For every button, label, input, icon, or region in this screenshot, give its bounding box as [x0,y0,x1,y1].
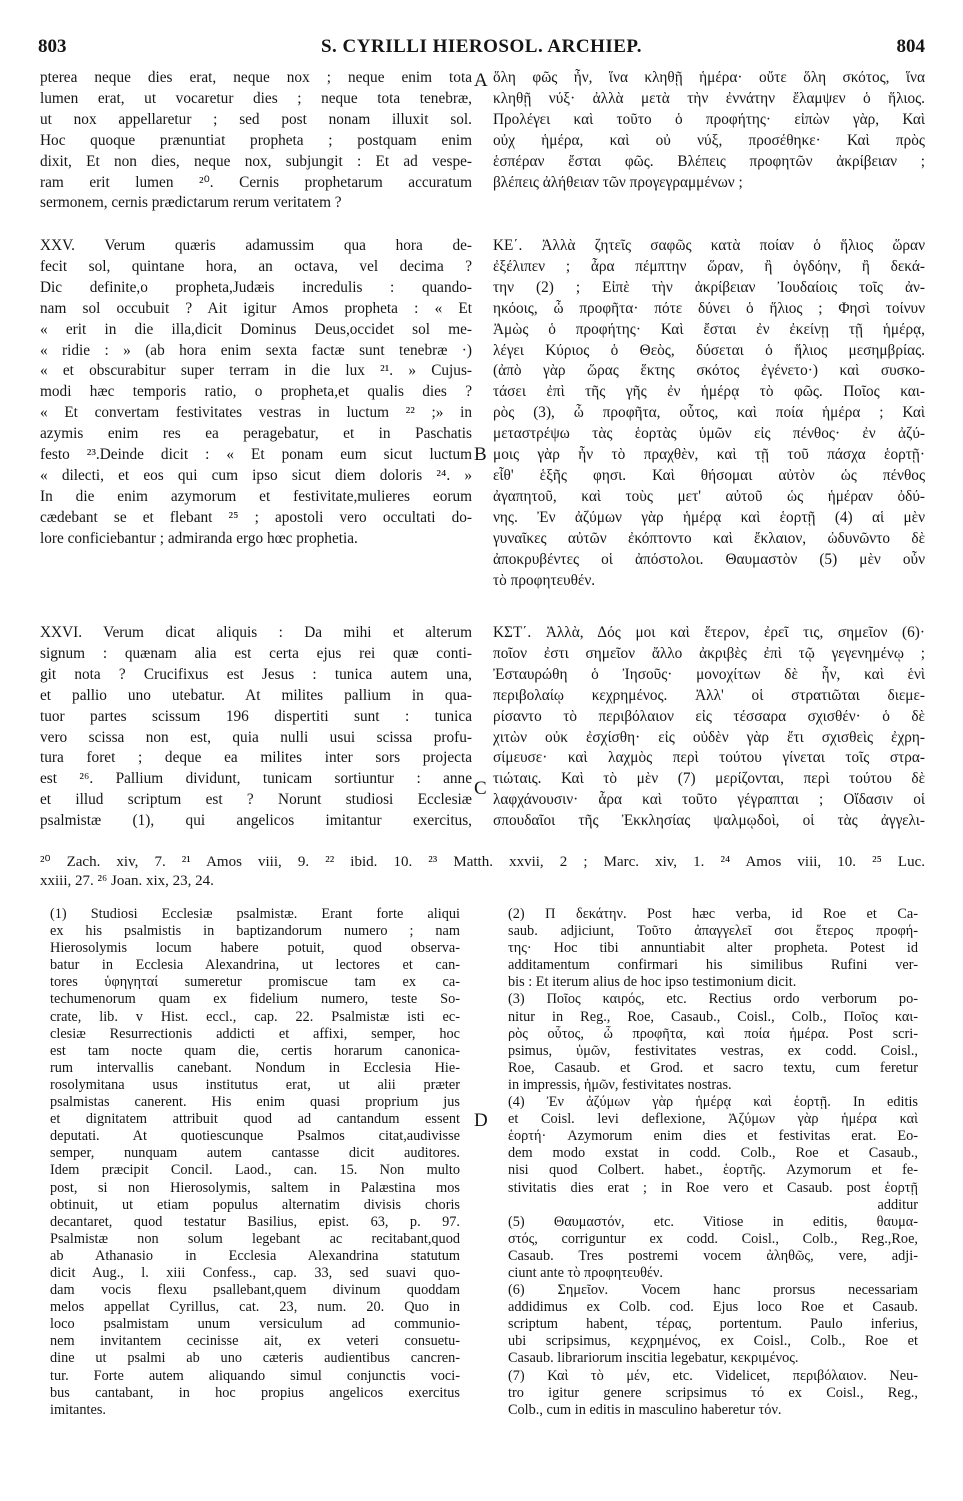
text-line: fecit sol, quintane hora, an octava, vel decima ? [40,257,472,275]
text-line: ἐξέλιπεν ; ἆρα πέμπτην ὥραν, ἢ ὀγδόην, ἢ δεκά- [493,257,925,275]
note-line: dicit Aug., l. xiii Confess., cap. 33, sed suavi quo- [50,1264,460,1281]
text-line: Ἐσταυρώθη ὁ Ἰησοῦς· μονοχίτων δὲ ἦν, καὶ ἑνὶ [493,665,925,683]
scripture-references [40,853,925,891]
text-line: ἑσπέραν ἔσται φῶς. Βλέπεις προφητῶν ἀκρίβειαν ; [493,152,925,170]
note-line: Casaub. librariorum inscitia legebatur, κεκριμένος. [508,1350,799,1367]
latin-paragraph-1 [40,68,472,214]
note-line: Idem præcipit Concil. Laod., can. 15. Non multo [50,1162,460,1179]
note-line: est tam nocte quam die, certis horarum canonica- [50,1042,460,1059]
note-line: batur in Ecclesia Alexandrina, ut lectores et can- [50,957,460,974]
text-line: et illud scriptum est ? Norunt studiosi Ecclesiæ [40,791,472,809]
text-line: « dilecti, et eos qui cum ipso sicut diem doloris ²⁴. » [40,466,472,484]
reference-line: ²⁰ Zach. xiv, 7. ²¹ Amos viii, 9. ²² ibid. 10. ²³ Matth. xxvii, 2 ; Marc. xiv, 1. ²⁴ Amos viii, 10. ²⁵ Luc. [40,854,925,870]
text-line: ρὸς (3), ὦ προφῆτα, οὗτος, καὶ ποία ἡμέρα ; Καὶ [493,404,925,422]
note-line: (6) Σημεῖον. Vocem hanc prorsus necessariam [508,1282,918,1299]
note-line: clesiæ Resurrectionis addicti et affixi, semper, hoc [50,1025,460,1042]
note-line: dem modo exstat in codd. Colb., Roe et Casaub., [508,1145,918,1162]
note-line: obtinuit, ut etiam populus alternatim divisis choris [50,1196,460,1213]
note-line: scriptum habent, τέρας, portentum. Paulo inferius, [508,1316,918,1333]
note-line: tro igitur genere scripsimus τό ex Coisl., Reg., [508,1384,918,1401]
note-line: (1) Studiosi Ecclesiæ psalmistæ. Erant forte aliqui [50,906,460,922]
page-number-left: 803 [38,36,67,57]
note-line: nem invitantem cecinisse ait, ex veteri consuetu- [50,1333,460,1350]
note-line: saub. adjiciunt, Τοῦτο ἀπαγγελεῖ σοι ἕτερος προφή- [508,923,918,940]
text-line: Προλέγει καὶ τοῦτο ὁ προφήτης· εἰπὼν γὰρ, Καὶ [493,110,925,128]
text-line: « erit in die illa,dicit Dominus Deus,occidet sol me- [40,320,472,338]
text-line: οὐχ ἡμέρα, καὶ οὐ νύξ, προσέθηκε· Καὶ πρὸς [493,131,925,149]
text-line: lumen erat, ut vocaretur dies ; neque tota tenebræ, [40,89,472,107]
note-line: Casaub. Tres postremi vocem ἀληθῶς, vere, adji- [508,1247,918,1264]
note-line: bus cantabant, in hoc propius angelicos exercitus [50,1384,460,1401]
note-line: loco psalmistam unum versiculum ad communio- [50,1316,460,1333]
note-line: dam vocis flexu psallebant,quem divinum quoddam [50,1282,460,1299]
note-line: tur. Forte autem aliquando simul conjunctis voci- [50,1367,460,1384]
note-line: ἑορτή· Azymorum enim dies et festivitas erat. Eo- [508,1128,918,1145]
note-line: στός, corriguntur ex codd. Coisl., Colb., Reg.,Roe, [508,1230,918,1247]
text-line: « ridie : » (ab hora enim sexta factæ sunt tenebræ ·) [40,341,472,359]
text-line: (ἀπὸ γὰρ ὥρας ἕκτης σκότος ἐγένετο·) καὶ συσκο- [493,362,925,380]
note-line: ρὸς οὗτος, ὦ προφῆτα, καὶ ποία ἡμέρα. Post scri- [508,1025,918,1042]
note-line: Psalmistæ non solum legebant ac recitabant,quod [50,1230,460,1247]
text-line: vero scissa non est, quia nulli usui scissa profu- [40,728,472,746]
text-line: lore conficiebantur ; admiranda ergo hœc prophetia. [40,529,358,547]
note-line: melos appellat Cyrillus, cat. 23, num. 20. Quo in [50,1299,460,1316]
text-line: λέγει Κύριος ὁ Θεὸς, δύσεται ὁ ἥλιος μεσημβρίας. [493,341,925,359]
text-line: ὅλη φῶς ἦν, ἵνα κληθῇ ἡμέρα· οὔτε ὅλη σκότος, ἵνα [493,69,925,86]
note-line: techumenorum quam ex fidelium numero, teste So- [50,991,460,1008]
text-line: νης. Ἐν ἀζύμων γὰρ ἡμέρᾳ καὶ ἑορτῇ (4) αἱ μὲν [493,508,925,526]
text-line: cædebant se et flebant ²⁵ ; apostoli vero occultati do- [40,508,472,526]
note-line: stivitatis dies erat ; in Roe vero et Casaub. post ἑορτῇ [508,1179,918,1196]
text-line: σπουδαῖοι τῆς Ἐκκλησίας ψαλμῳδοὶ, οἱ τὰς ἀγγελι- [493,812,925,830]
text-line: signum : quænam alia est certa ejus rei quæ conti- [40,644,472,662]
latin-paragraph-2 [40,236,472,550]
running-title: S. CYRILLI HIEROSOL. ARCHIEP. [320,36,643,57]
text-line: In die enim azymorum et festivitate,mulieres eorum [40,487,472,505]
note-line: addidimus ex Colb. cod. Ejus loco Roe et Casaub. [508,1299,918,1316]
text-line: psalmistæ (1), qui angelicos imitantur exercitus, [40,812,472,830]
text-line: tuor partes scissum 196 dispertiti sunt : tunica [40,707,472,725]
note-line: (4) Ἐν ἀζύμων γὰρ ἡμέρᾳ καὶ ἑορτῇ. In editis [508,1094,918,1111]
greek-paragraph-3 [493,623,925,832]
text-line: « Et convertam festivitates vestras in luctum ²² ;» in [40,404,472,422]
text-line: σίμευσε· καὶ λαχμὸς περὶ τούτου γίνεται τοῖς στρα- [493,749,925,767]
text-line: ἀγαπητοῦ, καὶ τοὺς μετ' αὐτοῦ ὡς ἡμέραν ὀδύ- [493,487,925,505]
note-line: dine ut psalmi ab uno cæteris audientibus cancren- [50,1350,460,1367]
note-line: (7) Καὶ τὸ μέν, etc. Videlicet, περιβόλαιον. Neu- [508,1367,918,1384]
latin-paragraph-3 [40,623,472,832]
text-line: et pallio uno utebatur. At milites pallium in qua- [40,686,472,704]
text-line: μοις γὰρ ἦν τὸ πραχθὲν, καὶ τῇ τοῦ πάσχα ἑορτῇ· [493,446,925,464]
note-line: Roe, Casaub. et Grod. et sacro textu, cum feretur [508,1059,918,1076]
text-line: ut nox appellaretur ; sed post nonam illuxit sol. [40,110,472,128]
text-line: ποῖον ἐστι σημεῖον ἄλλο ἀκριβὲς ἐπὶ τῷ γεγενημένῳ ; [493,644,925,662]
note-line: (5) Θαυμαστόν, etc. Vitiose in editis, θαυμα- [508,1213,918,1230]
note-line: in impressis, ἡμῶν, festivitates nostras. [508,1076,732,1093]
text-line: festo ²³.Deinde dicit : « Et ponam eum sicut luctum [40,446,472,464]
note-line: imitantes. [50,1401,106,1418]
text-line: azymis enim res ea peragebatur, et in Paschatis [40,425,472,443]
text-line: ηκόοις, ὦ προφῆτα· πότε δύνει ὁ ἥλιος ; Φησὶ τοίνυν [493,299,925,317]
text-line: την (2) ; Εἰπὲ τὴν ἀκρίβειαν Ἰουδαίοις τοῖς ἀν- [493,278,925,296]
note-line: additur [877,1196,918,1213]
note-line: additamentum confirmari his similibus Rufini ver- [508,957,918,974]
margin-letter-d: D [474,1110,488,1131]
note-line: (3) Ποῖος καιρός, etc. Rectius ordo verborum po- [508,991,918,1008]
text-line: XXVI. Verum dicat aliquis : Da mihi et alterum [40,624,472,641]
note-line: decantaret, quod testatur Basilius, epist. 63, p. 97. [50,1213,460,1230]
note-line: psalmistas canerent. His enim quasi proprium jus [50,1094,460,1111]
note-line: rosolymitana usus institutus erat, ut alii præter [50,1076,460,1093]
note-line: Colb., cum in editis in masculino haberetur τόν. [508,1401,782,1418]
text-line: git nota ? Crucifixus est Jesus : tunica autem una, [40,665,472,683]
note-line: psimus, ὑμῶν, festivitates vestras, ex codd. Coisl., [508,1042,918,1059]
note-line: et Coisl. levi deflexione, Ἀζύμων γὰρ ἡμέρα καὶ [508,1111,918,1128]
text-line: ΚΣΤ΄. Ἀλλὰ, Δός μοι καὶ ἕτερον, ἐρεῖ τις, σημεῖον (6)· [493,624,925,641]
text-line: βλέπεις ἀλήθειαν τῶν προγεγραμμένων ; [493,173,743,191]
note-line: bis : Et iterum alius de hoc ipso testimonium dicit. [508,974,797,991]
note-line: nitur in Reg., Roe, Casaub., Coisl., Colb., Ποῖος και- [508,1008,918,1025]
text-line: Hoc quoque prænuntiat propheta ; postquam enim [40,131,472,149]
greek-paragraph-1 [493,68,925,193]
note-line: rum intervallis canebant. Nondum in Ecclesia Hie- [50,1059,460,1076]
text-line: τιώταις. Καὶ τὸ μὲν (7) μερίζονται, περὶ τούτου δὲ [493,770,925,788]
note-line: ubi scripsimus, κεχρημένος, ex Coisl., Colb., Roe et [508,1333,918,1350]
text-line: Dic definite,o propheta,Judæis incredulis : quando- [40,278,472,296]
notes-right-column [508,906,918,1419]
note-line: et dignitatem attribuit quod ad cantandum essent [50,1111,460,1128]
text-line: μεταστρέψω τὰς ἑορτὰς ὑμῶν εἰς πένθος· ἐν ἀζύ- [493,425,925,443]
note-line: deputati. At quotiescunque Psalmos citat,audivisse [50,1128,460,1145]
greek-paragraph-2 [493,236,925,591]
text-line: est ²⁶. Pallium dividunt, tunicam sortiuntur : anne [40,770,472,788]
reference-line: xxiii, 27. ²⁶ Joan. xix, 23, 24. [40,873,214,889]
text-line: dixit, Et non dies, neque nox, subjungit : Et ad vespe- [40,152,472,170]
text-line: ρίσαντο τὸ περιβόλαιον εἰς τέσσαρα σχισθέν· ὁ δὲ [493,707,925,725]
note-line: post, si non Hierosolymis, saltem in Palæstina mos [50,1179,460,1196]
text-line: περιβολαίῳ κεχρημένος. Ἀλλ' οἱ στρατιῶται διεμε- [493,686,925,704]
text-line: τὸ προφητευθέν. [493,571,596,589]
page-header [38,36,925,66]
note-line: nisi quod Colbert. habet., ἑορτῆς. Azymorum et fe- [508,1162,918,1179]
text-line: τάσει ἐπὶ τῆς γῆς ἐν ἡμέρᾳ τὸ φῶς. Ποῖος και- [493,383,925,401]
note-line: ab Athanasio in Ecclesia Alexandrina statutum [50,1247,460,1264]
note-line: (2) Π δεκάτην. Post hæc verba, id Roe et Ca- [508,906,918,922]
text-line: κληθῇ νύξ· ἀλλὰ μετὰ τὴν ἐννάτην ἔλαμψεν ὁ ἥλιος. [493,89,925,107]
text-line: Ἀμὼς ὁ προφήτης· Καὶ ἔσται ἐν ἐκείνῃ τῇ ἡμέρᾳ, [493,320,925,338]
note-line: Hierosolymis locum habere potuit, quod observa- [50,940,460,957]
text-line: λαφχάνουσιν· ἆρα καὶ τοῦτο γέγραπται ; Οἴδασιν οἱ [493,791,925,809]
page-number-right: 804 [896,36,925,57]
margin-letter-c: C [474,778,487,799]
text-line: modi hæc temporis ratio, o propheta,et qualis dies ? [40,383,472,401]
note-line: της· Hoc tibi annuntiabit alter propheta. Potest id [508,940,918,957]
text-line: ΚΕ΄. Ἀλλὰ ζητεῖς σαφῶς κατὰ ποίαν ὁ ἥλιος ὥραν [493,237,925,254]
note-line: ciunt ante τὸ προφητευθέν. [508,1264,663,1281]
note-line: ex his psalmistis in baptizandorum numero ; nam [50,923,460,940]
text-line: χιτὼν οὐκ ἐσχίσθη· εἰς οὐδὲν γὰρ ἔτι σχισθεὶς ἐχρη- [493,728,925,746]
note-line: crate, lib. v Hist. eccl., cap. 22. Psalmistæ isti ec- [50,1008,460,1025]
notes-left-column [50,906,460,1419]
text-line: sermonem, cernis prædictarum rerum veritatem ? [40,194,342,212]
text-line: εἶθ' ἑξῆς φησι. Καὶ θήσομαι αὐτὸν ὡς πένθος [493,466,925,484]
text-line: pterea neque dies erat, neque nox ; neque enim tota [40,69,472,86]
text-line: γυναῖκες αὐτῶν ἐκόπτοντο καὶ ἔκλαιον, ὠδυνῶντο δὲ [493,529,925,547]
margin-letter-a: A [474,70,488,91]
text-line: tura foret ; deque ea milites inter sors projecta [40,749,472,767]
text-line: XXV. Verum quæris adamussim qua hora de- [40,237,472,254]
note-line: tores ὑφηγηταί sumeretur promiscue tam ex ca- [50,974,460,991]
text-line: nam sol occubuit ? Ait igitur Amos propheta : « Et [40,299,472,317]
text-line: ἀποκρυβέντες οἱ ἀπόστολοι. Θαυμαστὸν (5) μὲν οὖν [493,550,925,568]
note-line: semper, nunquam autem cantasse dicit auditores. [50,1145,460,1162]
margin-letter-b: B [474,444,487,465]
text-line: « et obscurabitur super terram in die lux ²¹. » Cujus- [40,362,472,380]
text-line: ram erit lumen ²⁰. Cernis prophetarum accuratum [40,173,472,191]
